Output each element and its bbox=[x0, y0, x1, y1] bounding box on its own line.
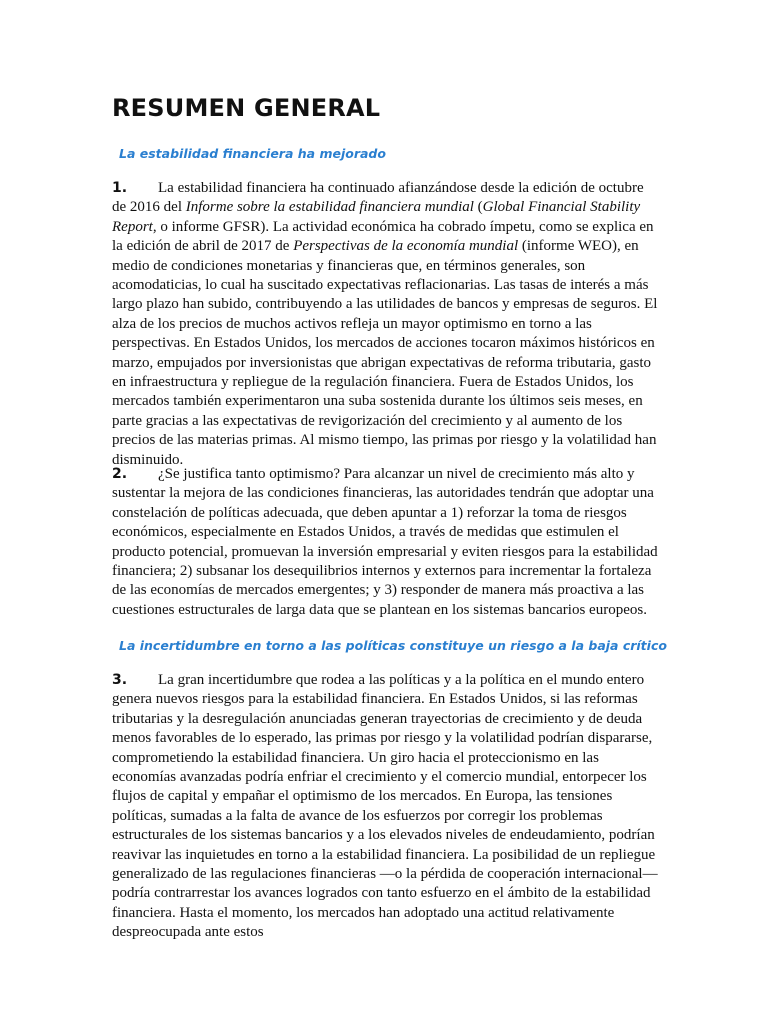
text-run-italic: Global Financial Stability Report bbox=[112, 199, 641, 235]
section-heading-estabilidad: La estabilidad financiera ha mejorado bbox=[119, 146, 386, 161]
paragraph-1 bbox=[112, 179, 660, 470]
text-run: La estabilidad financiera ha continuado afianzándose desde la edición de octubre de 2016 del bbox=[112, 180, 644, 216]
text-run: ( bbox=[473, 199, 483, 216]
section-heading-incertidumbre: La incertidumbre en torno a las políticas constituye un riesgo a la baja crítico bbox=[119, 638, 667, 653]
paragraph-2 bbox=[112, 465, 660, 620]
paragraph-number: 3. bbox=[112, 672, 128, 688]
text-run: ¿Se justifica tanto optimismo? Para alcanzar un nivel de crecimiento más alto y sustentar la mejora de las condiciones financieras, las autoridades tendrán que adoptar una constelación de políticas adecuada, que deben apuntar a 1) reforzar la toma de riesgos económicos, especialmente en Estados Unidos, a través de medidas que estimulen el producto potencial, promuevan la inversión empresarial y eviten riesgos para la estabilidad financiera; 2) subsanar los desequilibrios internos y externos para incrementar la fortaleza de las economías de mercados emergentes; y 3) responder de manera más proactiva a las cuestiones estructurales de larga data que se plantean en los sistemas bancarios europeos. bbox=[112, 466, 658, 618]
text-run: , o informe GFSR). La actividad económica ha cobrado ímpetu, como se explica en la edición de abril de 2017 de bbox=[112, 218, 654, 255]
text-run: (informe WEO), en medio de condiciones monetarias y financieras que, en términos generales, son acomodaticias, lo cual ha suscitado expectativas reflacionarias. Las tasas de interés a más largo plazo han subido, contribuyendo a las utilidades de bancos y empresas de seguros. El alza de los precios de muchos activos refleja un mayor optimismo en torno a las perspectivas. En Estados Unidos, los mercados de acciones tocaron máximos históricos en marzo, empujados por inversionistas que abrigan expectativas de reforma tributaria, gasto en infraestructura y repliegue de la regulación financiera. Fuera de Estados Unidos, los mercados también experimentaron una suba sostenida durante los últimos seis meses, en parte gracias a las expectativas de revigorización del crecimiento y al aumento de los precios de las materias primas. Al mismo tiempo, las primas por riesgo y la volatilidad han disminuido. bbox=[112, 238, 658, 468]
text-run-italic: Informe sobre la estabilidad financiera mundial bbox=[185, 199, 474, 216]
page-title: RESUMEN GENERAL bbox=[112, 94, 381, 122]
text-run-italic: Perspectivas de la economía mundial bbox=[293, 238, 519, 255]
paragraph-number: 1. bbox=[112, 180, 128, 196]
text-run: La gran incertidumbre que rodea a las políticas y a la política en el mundo entero genera nuevos riesgos para la estabilidad financiera. En Estados Unidos, si las reformas tributarias y la desregulación anunciadas generan trayectorias de crecimiento y de deuda menos favorables de lo esperado, las primas por riesgo y la volatilidad podrían dispararse, comprometiendo la estabilidad financiera. Un giro hacia el proteccionismo en las economías avanzadas podría enfriar el crecimiento y el comercio mundial, entorpecer los flujos de capital y empañar el optimismo de los mercados. En Europa, las tensiones políticas, sumadas a la falta de avance de los esfuerzos por corregir los problemas estructurales de los sistemas bancarios y a los elevados niveles de endeudamiento, podrían reavivar las inquietudes en torno a la estabilidad financiera. La posibilidad de un repliegue generalizado de las regulaciones financieras —o la pérdida de cooperación internacional— podría contrarrestar los avances logrados con tanto esfuerzo en el ámbito de la estabilidad financiera. Hasta el momento, los mercados han adoptado una actitud relativamente despreocupada ante estos bbox=[112, 672, 658, 941]
paragraph-3 bbox=[112, 671, 660, 943]
paragraph-number: 2. bbox=[112, 466, 128, 482]
